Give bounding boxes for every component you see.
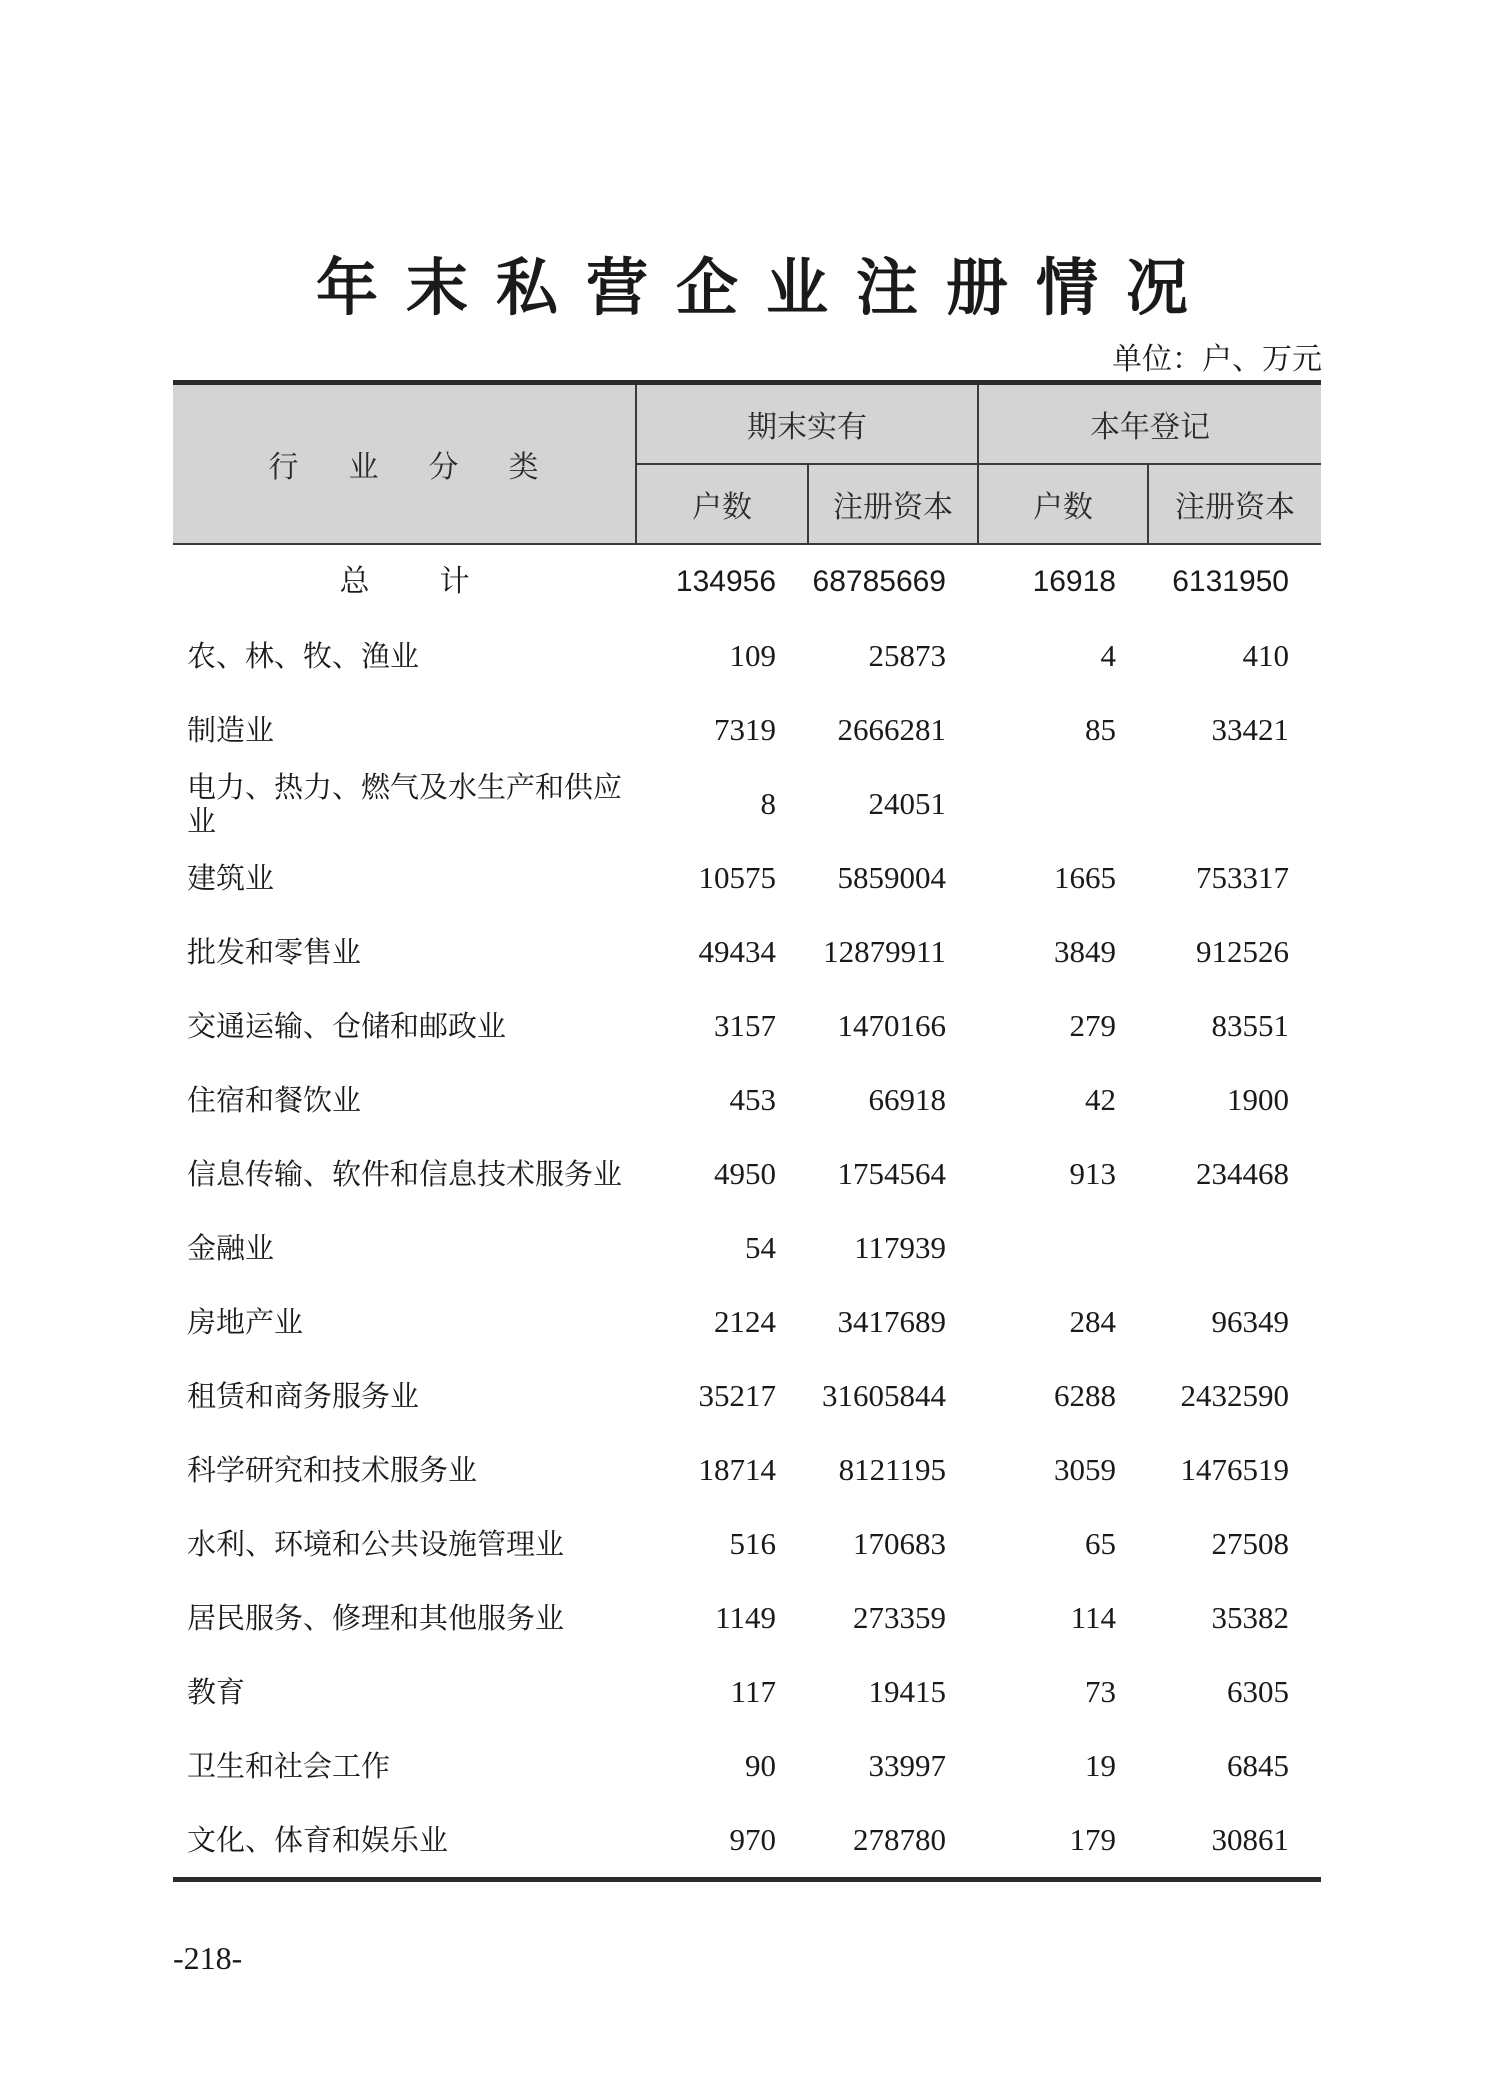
- capital-year: 83551: [1211, 1008, 1289, 1043]
- unit-label: 单位：户、万元: [1112, 342, 1322, 377]
- table-row: [173, 841, 1321, 915]
- header-capital-year: 注册资本: [1148, 464, 1321, 544]
- industry-name: 电力、热力、燃气及水生产和供应业: [187, 770, 623, 838]
- table-row: [173, 619, 1321, 693]
- capital-end: 24051: [868, 786, 946, 821]
- households-year: 65: [1085, 1526, 1116, 1561]
- industry-name: 科学研究和技术服务业: [187, 1453, 478, 1487]
- capital-year: 6845: [1227, 1748, 1289, 1783]
- industry-name: 房地产业: [187, 1305, 304, 1339]
- industry-name: 居民服务、修理和其他服务业: [187, 1601, 565, 1635]
- header-households-end: 户数: [636, 464, 808, 544]
- households-year: 19: [1085, 1748, 1116, 1783]
- capital-year: [1148, 767, 1321, 841]
- capital-year: [1148, 1211, 1321, 1285]
- table-row: [173, 693, 1321, 767]
- header-group-period-end: 期末实有: [636, 383, 978, 465]
- households-year: 73: [1085, 1674, 1116, 1709]
- households-year: 3849: [1054, 934, 1116, 969]
- capital-end: 1754564: [837, 1156, 946, 1191]
- table-body: [173, 544, 1321, 1877]
- industry-name: 租赁和商务服务业: [187, 1379, 420, 1413]
- households-year: 85: [1085, 712, 1116, 747]
- capital-end: 12879911: [823, 934, 946, 969]
- households-year: 913: [1069, 1156, 1116, 1191]
- page-title: 年末私营企业注册情况: [315, 251, 1216, 324]
- capital-end: 25873: [868, 638, 946, 673]
- households-end: 117: [730, 1674, 776, 1709]
- industry-name: 教育: [187, 1675, 246, 1709]
- households-end: 516: [729, 1526, 776, 1561]
- capital-end: 117939: [854, 1230, 946, 1265]
- industry-name: 农、林、牧、渔业: [187, 639, 420, 673]
- table-row: [173, 989, 1321, 1063]
- total-capital-year: 6131950: [1172, 565, 1289, 598]
- households-year: 1665: [1054, 860, 1116, 895]
- households-end: 54: [745, 1230, 776, 1265]
- table-header: [173, 383, 1321, 545]
- table-row: [173, 1211, 1321, 1285]
- table-row: [173, 1285, 1321, 1359]
- capital-end: 170683: [853, 1526, 946, 1561]
- capital-year: 1476519: [1180, 1452, 1289, 1487]
- total-label: 总计: [339, 565, 540, 598]
- industry-name: 文化、体育和娱乐业: [187, 1823, 449, 1857]
- industry-name: 交通运输、仓储和邮政业: [187, 1009, 507, 1043]
- capital-year: 234468: [1196, 1156, 1289, 1191]
- households-year: 279: [1069, 1008, 1116, 1043]
- total-households-year: 16918: [1032, 565, 1116, 598]
- table-row: [173, 1137, 1321, 1211]
- header-households-year: 户数: [978, 464, 1148, 544]
- households-end: 49434: [698, 934, 776, 969]
- households-end: 18714: [698, 1452, 776, 1487]
- table-row: [173, 915, 1321, 989]
- households-year: 42: [1085, 1082, 1116, 1117]
- households-year: [978, 1211, 1148, 1285]
- capital-end: 3417689: [837, 1304, 946, 1339]
- industry-name: 批发和零售业: [187, 935, 362, 969]
- total-capital-end: 68785669: [812, 565, 946, 598]
- capital-year: 33421: [1211, 712, 1289, 747]
- table-row: [173, 1729, 1321, 1803]
- households-end: 35217: [698, 1378, 776, 1413]
- capital-year: 410: [1242, 638, 1289, 673]
- table-row: [173, 1433, 1321, 1507]
- capital-end: 2666281: [837, 712, 946, 747]
- capital-year: 912526: [1196, 934, 1289, 969]
- capital-year: 35382: [1211, 1600, 1289, 1635]
- households-end: 10575: [698, 860, 776, 895]
- households-year: 284: [1069, 1304, 1116, 1339]
- industry-name: 住宿和餐饮业: [187, 1083, 362, 1117]
- industry-name: 建筑业: [187, 861, 275, 895]
- capital-year: 2432590: [1180, 1378, 1289, 1413]
- households-end: 1149: [715, 1600, 776, 1635]
- capital-year: 753317: [1196, 860, 1289, 895]
- capital-year: 96349: [1211, 1304, 1289, 1339]
- capital-year: 27508: [1211, 1526, 1289, 1561]
- households-end: 7319: [714, 712, 776, 747]
- households-year: [978, 767, 1148, 841]
- households-end: 453: [729, 1082, 776, 1117]
- registration-table: [173, 380, 1321, 1877]
- capital-year: 1900: [1227, 1082, 1289, 1117]
- households-end: 90: [745, 1748, 776, 1783]
- capital-end: 273359: [853, 1600, 946, 1635]
- capital-end: 1470166: [837, 1008, 946, 1043]
- households-end: 109: [729, 638, 776, 673]
- registration-table-container: [173, 380, 1321, 1882]
- households-end: 8: [760, 786, 776, 821]
- industry-name: 金融业: [187, 1231, 275, 1265]
- table-row: [173, 1063, 1321, 1137]
- capital-end: 278780: [853, 1822, 946, 1857]
- households-year: 3059: [1054, 1452, 1116, 1487]
- capital-end: 31605844: [822, 1378, 946, 1413]
- capital-end: 8121195: [838, 1452, 946, 1487]
- households-end: 2124: [714, 1304, 776, 1339]
- total-row: [173, 544, 1321, 619]
- capital-year: 6305: [1227, 1674, 1289, 1709]
- table-row: [173, 767, 1321, 841]
- households-year: 4: [1100, 638, 1116, 673]
- header-group-this-year: 本年登记: [978, 383, 1321, 465]
- capital-end: 5859004: [837, 860, 946, 895]
- table-row: [173, 1507, 1321, 1581]
- households-year: 114: [1070, 1600, 1116, 1635]
- industry-name: 水利、环境和公共设施管理业: [187, 1527, 565, 1561]
- page-number: -218-: [173, 1940, 243, 1976]
- table-bottom-rule: [173, 1877, 1321, 1882]
- capital-end: 66918: [868, 1082, 946, 1117]
- households-end: 4950: [714, 1156, 776, 1191]
- header-capital-end: 注册资本: [808, 464, 978, 544]
- total-households-end: 134956: [675, 565, 776, 598]
- table-row: [173, 1359, 1321, 1433]
- capital-end: 33997: [868, 1748, 946, 1783]
- households-end: 3157: [714, 1008, 776, 1043]
- capital-year: 30861: [1211, 1822, 1289, 1857]
- capital-end: 19415: [868, 1674, 946, 1709]
- industry-name: 信息传输、软件和信息技术服务业: [187, 1157, 623, 1191]
- table-row: [173, 1803, 1321, 1877]
- households-year: 6288: [1054, 1378, 1116, 1413]
- table-row: [173, 1581, 1321, 1655]
- households-end: 970: [729, 1822, 776, 1857]
- header-category: 行业分类: [173, 383, 636, 545]
- industry-name: 制造业: [187, 713, 275, 747]
- table-row: [173, 1655, 1321, 1729]
- households-year: 179: [1069, 1822, 1116, 1857]
- industry-name: 卫生和社会工作: [187, 1749, 391, 1783]
